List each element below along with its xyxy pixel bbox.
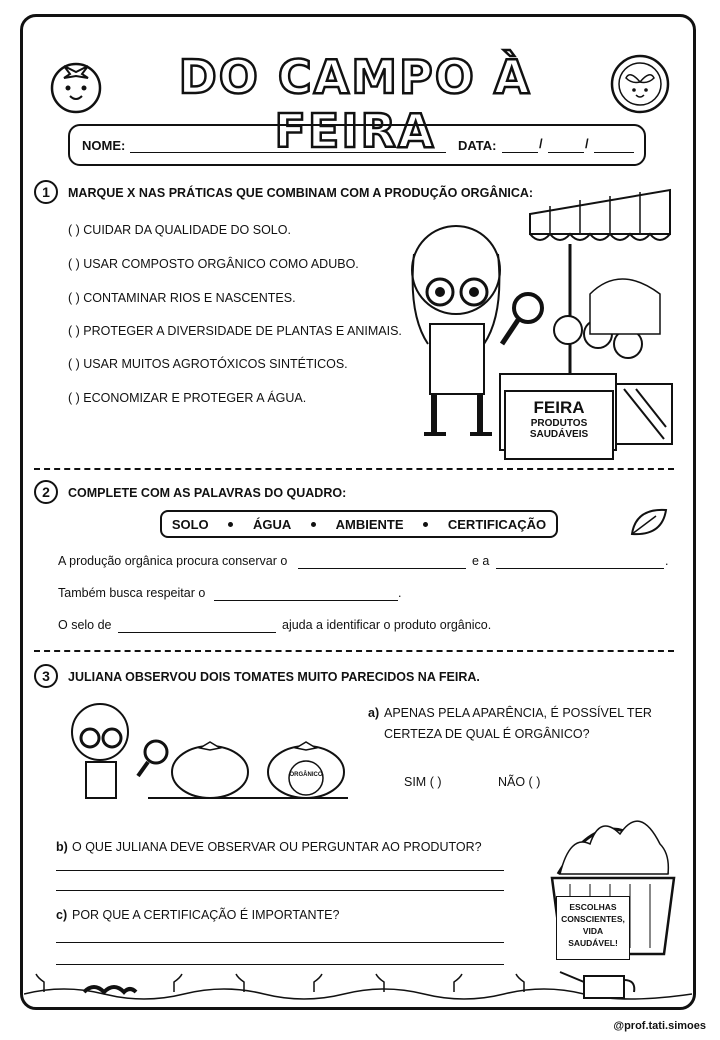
word-solo: SOLO [171, 516, 209, 532]
answer-c-line-2[interactable] [56, 964, 504, 965]
date-label: DATA: [458, 138, 497, 153]
stall-sign: FEIRA PRODUTOS SAUDÁVEIS [504, 390, 614, 460]
sim-option[interactable]: SIM ( ) [404, 775, 442, 789]
blank-3[interactable] [214, 600, 398, 601]
watering-can-icon [560, 972, 634, 998]
date-month-field[interactable] [548, 152, 584, 153]
q3b-text: O QUE JULIANA DEVE OBSERVAR OU PERGUNTAR AO PRODUTOR? [72, 840, 482, 854]
tomatoes-illustration [56, 692, 356, 814]
nao-option[interactable]: NÃO ( ) [498, 775, 541, 789]
word-certificacao: CERTIFICAÇÃO [447, 516, 547, 532]
word-bank [160, 510, 558, 538]
answer-b-line-2[interactable] [56, 890, 504, 891]
q1-option-4[interactable]: ( ) PROTEGER A DIVERSIDADE DE PLANTAS E ANIMAIS. [68, 324, 402, 338]
q1-option-3[interactable]: ( ) CONTAMINAR RIOS E NASCENTES. [68, 291, 296, 305]
blank-1[interactable] [298, 568, 466, 569]
name-label: NOME: [82, 138, 126, 153]
name-date-box: NOME: DATA: / / [68, 124, 646, 166]
answer-b-line-1[interactable] [56, 870, 504, 871]
question-3-heading: JULIANA OBSERVOU DOIS TOMATES MUITO PARECIDOS NA FEIRA. [68, 670, 480, 684]
q1-option-1[interactable]: ( ) CUIDAR DA QUALIDADE DO SOLO. [68, 223, 291, 237]
word-agua: ÁGUA [253, 516, 292, 532]
question-1-heading: MARQUE X NAS PRÁTICAS QUE COMBINAM COM A PRODUÇÃO ORGÂNICA: [68, 186, 534, 200]
author-credit: @prof.tati.simoes [613, 1020, 706, 1032]
section-divider [34, 468, 674, 470]
question-2-heading: COMPLETE COM AS PALAVRAS DO QUADRO: [68, 486, 347, 500]
tomato-icon [44, 52, 110, 114]
organic-seal-label: ORGÂNICO [289, 772, 323, 778]
question-number-2: 2 [34, 480, 58, 504]
q1-option-2[interactable]: ( ) USAR COMPOSTO ORGÂNICO COMO ADUBO. [68, 257, 359, 271]
q3c-text: POR QUE A CERTIFICAÇÃO É IMPORTANTE? [72, 908, 340, 922]
q1-option-5[interactable]: ( ) USAR MUITOS AGROTÓXICOS SINTÉTICOS. [68, 357, 348, 371]
magnifier-icon [145, 741, 167, 763]
magnifier-icon [514, 294, 542, 322]
leaf-icon [626, 504, 670, 540]
date-day-field[interactable] [502, 152, 538, 153]
page-title: DO CAMPO À FEIRA [178, 50, 532, 158]
date-year-field[interactable] [594, 152, 634, 153]
seedling-badge-icon [608, 52, 672, 116]
basket-sign: ESCOLHAS CONSCIENTES, VIDA SAUDÁVEL! [556, 896, 630, 960]
question-number-3: 3 [34, 664, 58, 688]
word-ambiente: AMBIENTE [335, 516, 404, 532]
name-field[interactable] [130, 152, 446, 153]
ground-strip [24, 970, 692, 1010]
q3a-text: APENAS PELA APARÊNCIA, É POSSÍVEL TER [384, 706, 652, 720]
answer-c-line-1[interactable] [56, 942, 504, 943]
blank-2[interactable] [496, 568, 664, 569]
blank-4[interactable] [118, 632, 276, 633]
section-divider [34, 650, 674, 652]
q1-option-6[interactable]: ( ) ECONOMIZAR E PROTEGER A ÁGUA. [68, 391, 307, 405]
question-number-1: 1 [34, 180, 58, 204]
